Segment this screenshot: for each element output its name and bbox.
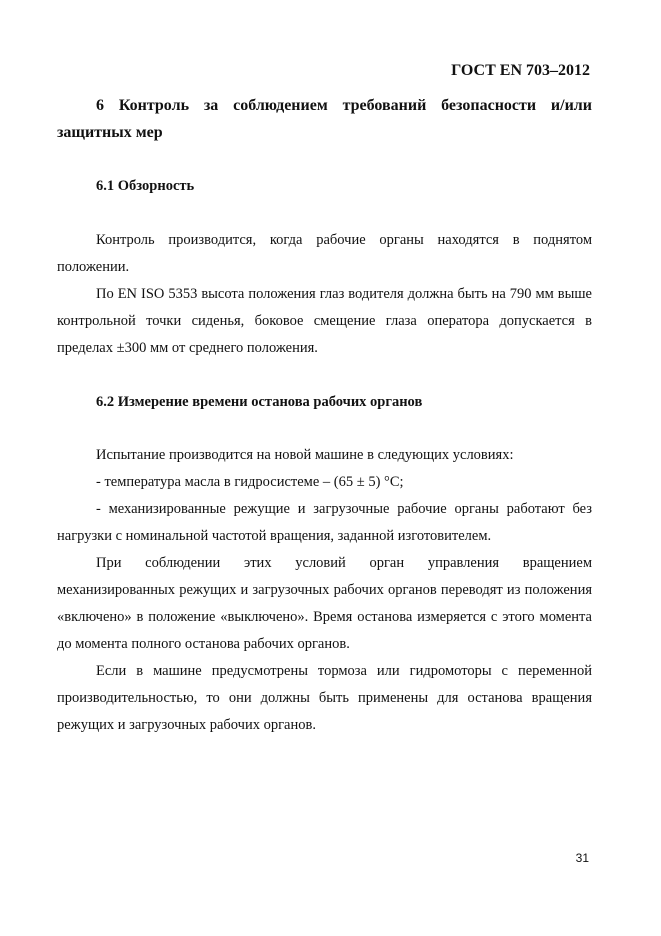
spacer bbox=[57, 146, 592, 173]
document-code-header: ГОСТ EN 703–2012 bbox=[451, 62, 590, 79]
paragraph: Если в машине предусмотрены тормоза или гидромоторы с переменной производительностью, то они должны быть применены для останова вращения режущих и загрузочных рабочих органов. bbox=[57, 663, 592, 733]
paragraph: По EN ISO 5353 высота положения глаз водителя должна быть на 790 мм выше контрольной точки сиденья, боковое смещение глаза оператора допускается в пределах ±300 мм от среднего положения. bbox=[57, 286, 592, 356]
subsection-heading-stop-time: 6.2 Измерение времени останова рабочих органов bbox=[96, 394, 423, 410]
page-content bbox=[57, 92, 592, 739]
list-item: - температура масла в гидросистеме – (65 ± 5) °С; bbox=[96, 474, 404, 490]
spacer bbox=[57, 416, 592, 442]
list-item: - механизированные режущие и загрузочные рабочие органы работают без нагрузки с номинальной частотой вращения, заданной изготовителем. bbox=[57, 501, 592, 544]
paragraph: Испытание производится на новой машине в следующих условиях: bbox=[96, 447, 514, 463]
paragraph: Контроль производится, когда рабочие органы находятся в поднятом положении. bbox=[57, 232, 592, 275]
spacer bbox=[57, 362, 592, 389]
spacer bbox=[57, 200, 592, 227]
paragraph: При соблюдении этих условий орган управления вращением механизированных режущих и загрузочных рабочих органов переводят из положения «включено» в положение «выключено». Время останова измеряется с этого момента до момента полного останова рабочих органов. bbox=[57, 555, 592, 652]
subsection-heading-visibility: 6.1 Обзорность bbox=[96, 178, 195, 194]
section-heading: 6 Контроль за соблюдением требований безопасности и/или защитных мер bbox=[57, 97, 592, 141]
page-number: 31 bbox=[575, 851, 589, 865]
